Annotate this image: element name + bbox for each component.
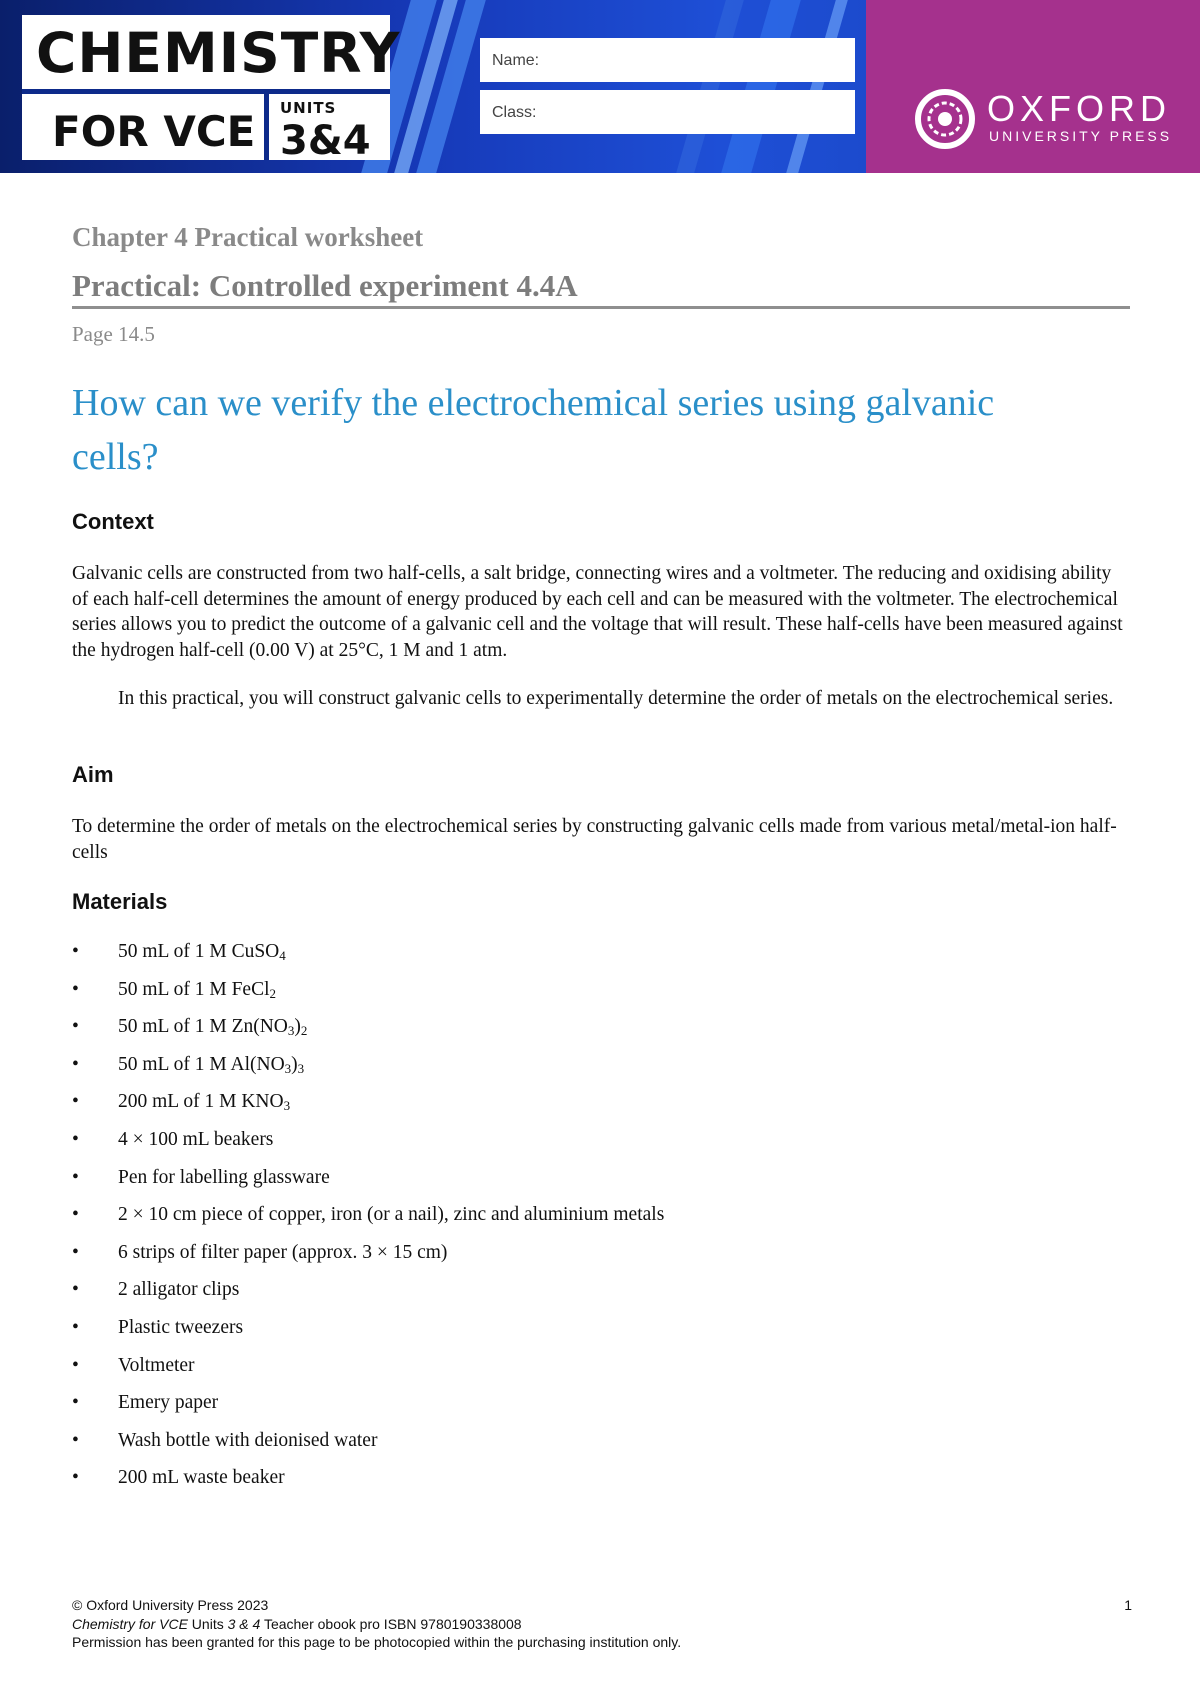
subscript: 3 bbox=[297, 1060, 305, 1076]
aim-paragraph: To determine the order of metals on the electrochemical series by constructing galvanic cells made from various metal/metal-ion half-cells bbox=[72, 816, 1117, 863]
context-heading: Context bbox=[72, 509, 154, 534]
oxford-emblem-icon bbox=[914, 88, 976, 150]
bullet-icon: • bbox=[72, 978, 79, 1000]
subscript: 4 bbox=[279, 948, 286, 963]
page-reference: Page 14.5 bbox=[72, 322, 155, 346]
bullet-icon: • bbox=[72, 1429, 79, 1451]
item-text: Voltmeter bbox=[118, 1354, 195, 1376]
list-item bbox=[72, 1090, 664, 1128]
list-item bbox=[72, 1128, 664, 1166]
list-item bbox=[72, 1166, 664, 1204]
item-text: 6 strips of filter paper (approx. 3 × 15 cm) bbox=[118, 1241, 448, 1263]
bullet-icon: • bbox=[72, 1091, 79, 1113]
list-item bbox=[72, 1316, 664, 1354]
item-text: 4 × 100 mL beakers bbox=[118, 1128, 274, 1150]
book-units-text: Units bbox=[187, 1615, 228, 1632]
bullet-icon: • bbox=[72, 1279, 79, 1301]
list-item bbox=[72, 1203, 664, 1241]
name-field-label: Name: bbox=[492, 52, 540, 69]
bullet-icon: • bbox=[72, 1016, 79, 1038]
oxford-wordmark: OXFORD bbox=[987, 88, 1172, 129]
item-text: ) bbox=[294, 1016, 301, 1038]
logo-units-number: 3&4 bbox=[280, 118, 371, 164]
logo-units-label: UNITS bbox=[280, 99, 337, 117]
list-item bbox=[72, 1429, 664, 1467]
item-text: 2 × 10 cm piece of copper, iron (or a nail), zinc and aluminium metals bbox=[118, 1204, 665, 1226]
bullet-icon: • bbox=[72, 1053, 79, 1075]
item-text: ) bbox=[291, 1053, 298, 1075]
item-text: 50 mL of 1 M FeCl bbox=[118, 978, 270, 1000]
context-paragraph-2: In this practical, you will construct galvanic cells to experimentally determine the order of metals on the electrochemical series. bbox=[118, 688, 1114, 709]
bullet-icon: • bbox=[72, 941, 79, 962]
bullet-icon: • bbox=[72, 1467, 79, 1489]
item-text: Emery paper bbox=[118, 1392, 219, 1414]
chemistry-vce-logo bbox=[22, 15, 401, 164]
item-text: 50 mL of 1 M Zn(NO bbox=[118, 1016, 288, 1038]
item-text: 50 mL of 1 M Al(NO bbox=[118, 1053, 285, 1075]
chapter-title: Chapter 4 Practical worksheet bbox=[72, 222, 424, 252]
list-item bbox=[72, 1466, 664, 1504]
bullet-icon: • bbox=[72, 1128, 79, 1150]
list-item bbox=[72, 978, 664, 1016]
list-item bbox=[72, 1278, 664, 1316]
item-text: Wash bottle with deionised water bbox=[118, 1429, 378, 1451]
name-field[interactable] bbox=[480, 38, 855, 82]
bullet-icon: • bbox=[72, 1354, 79, 1376]
book-units-number: 3 & 4 bbox=[227, 1615, 261, 1632]
oxford-logo-panel bbox=[866, 0, 1200, 173]
list-item bbox=[72, 1015, 664, 1053]
subscript: 2 bbox=[300, 1023, 308, 1039]
university-press-wordmark: UNIVERSITY PRESS bbox=[989, 128, 1173, 144]
bullet-icon: • bbox=[72, 1204, 79, 1226]
copyright-line: © Oxford University Press 2023 bbox=[72, 1597, 269, 1613]
bullet-icon: • bbox=[72, 1316, 79, 1338]
materials-heading: Materials bbox=[72, 889, 168, 914]
list-item bbox=[72, 1391, 664, 1429]
list-item bbox=[72, 1053, 664, 1091]
class-field[interactable] bbox=[480, 90, 855, 134]
subscript: 3 bbox=[287, 1023, 295, 1039]
list-item bbox=[72, 1241, 664, 1279]
class-field-label: Class: bbox=[492, 104, 537, 121]
book-title: Chemistry for VCE bbox=[72, 1615, 188, 1632]
page-number: 1 bbox=[1124, 1597, 1132, 1613]
item-text: 2 alligator clips bbox=[118, 1279, 240, 1301]
bullet-icon: • bbox=[72, 1241, 79, 1263]
header-banner bbox=[0, 0, 1200, 173]
page-footer bbox=[72, 1596, 1132, 1652]
list-item bbox=[72, 940, 664, 978]
logo-line-for-vce: FOR VCE bbox=[52, 107, 256, 156]
practical-title: Practical: Controlled experiment 4.4A bbox=[72, 268, 578, 303]
item-text: 200 mL of 1 M KNO bbox=[118, 1091, 284, 1113]
bullet-icon: • bbox=[72, 1392, 79, 1414]
logo-divider bbox=[264, 94, 269, 160]
item-text: 50 mL of 1 M CuSO bbox=[118, 941, 280, 962]
book-isbn: Teacher obook pro ISBN 9780190338008 bbox=[260, 1615, 522, 1632]
logo-divider bbox=[22, 89, 390, 94]
subscript: 3 bbox=[283, 1098, 291, 1114]
bullet-icon: • bbox=[72, 1166, 79, 1188]
aim-heading: Aim bbox=[72, 762, 114, 787]
context-paragraph: Galvanic cells are constructed from two half-cells, a salt bridge, connecting wires and a voltmeter. The reducing and oxidising ability of each half-cell determines the amount of energy produced by each cell and can be measured with the voltmeter. The electrochemical series allows you to predict the outcome of a galvanic cell and the voltage that will result. These half-cells have been measured against the hydrogen half-cell (0.00 V) at 25°C, 1 M and 1 atm. bbox=[72, 563, 1123, 661]
title-divider bbox=[72, 306, 1130, 309]
list-item bbox=[72, 1354, 664, 1392]
subscript: 3 bbox=[284, 1060, 292, 1076]
materials-list bbox=[72, 940, 664, 1504]
book-info-line bbox=[72, 1615, 1132, 1634]
item-text: 200 mL waste beaker bbox=[118, 1467, 285, 1489]
item-text: Pen for labelling glassware bbox=[118, 1166, 330, 1188]
permission-line: Permission has been granted for this page to be photocopied within the purchasing institution only. bbox=[72, 1634, 682, 1650]
logo-line-chemistry: CHEMISTRY bbox=[36, 21, 401, 85]
practical-question: How can we verify the electrochemical series using galvanic cells? bbox=[72, 382, 995, 478]
subscript: 2 bbox=[269, 985, 276, 1001]
item-text: Plastic tweezers bbox=[118, 1316, 244, 1338]
